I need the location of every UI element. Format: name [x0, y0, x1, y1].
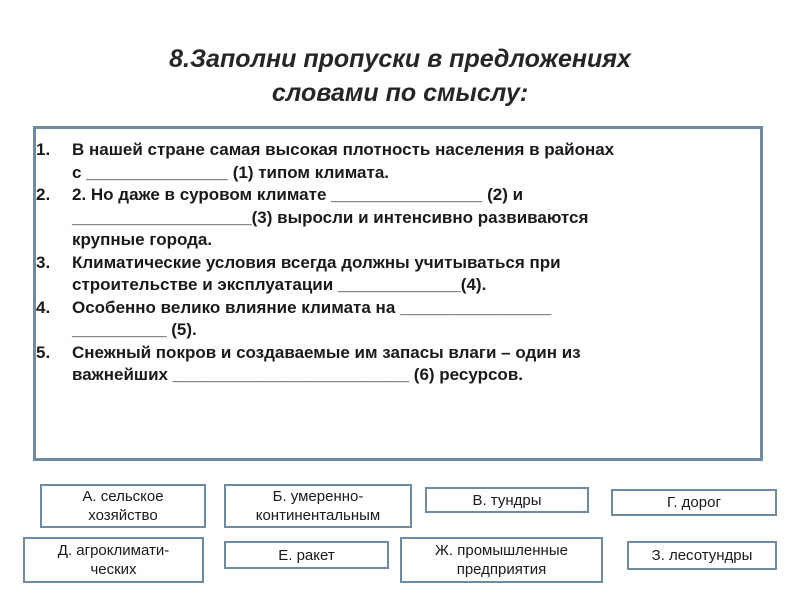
task-line: 2. Но даже в суровом климате ________________ (2) и [72, 185, 524, 204]
answer-text: континентальным [255, 507, 381, 524]
task-line: Особенно велико влияние климата на ________________ [72, 297, 552, 317]
answer-card-v[interactable] [425, 487, 589, 513]
answer-card-a[interactable] [40, 484, 206, 528]
title-line-2: словами по смыслу: [271, 79, 529, 107]
answer-text: Ж. промышленные [435, 542, 568, 559]
answer-text: Д. агроклимати- [57, 542, 170, 559]
task-line: крупные города. [72, 230, 213, 249]
answer-card-zh[interactable] [400, 537, 603, 583]
answer-card-b[interactable] [224, 484, 412, 528]
task-line: ___________________(3) выросли и интенсивно развиваются [72, 207, 589, 227]
task-number: 1. [36, 140, 51, 159]
task-line: Климатические условия всегда должны учитываться при [72, 252, 561, 272]
answer-text: ческих [90, 561, 137, 578]
title-line-1: 8.Заполни пропуски в предложениях [169, 45, 631, 73]
task-line: Снежный покров и создаваемые им запасы влаги – один из [72, 342, 581, 362]
task-line: строительстве и эксплуатации _____________(4). [72, 275, 487, 294]
task-line: __________ (5). [72, 320, 197, 339]
answer-text: А. сельское [82, 488, 164, 505]
task-line: с _______________ (1) типом климата. [72, 162, 389, 182]
answer-text: Г. дорог [667, 494, 721, 511]
task-line: важнейших _________________________ (6) ресурсов. [72, 365, 523, 384]
answer-text: Б. умеренно- [272, 488, 364, 505]
answer-card-z[interactable] [627, 541, 777, 570]
answer-text: предприятия [456, 561, 547, 578]
answer-card-e[interactable] [224, 541, 389, 569]
answer-text: З. лесотундры [651, 547, 753, 564]
answer-card-g[interactable] [611, 489, 777, 516]
answer-card-d[interactable] [23, 537, 204, 583]
task-number: 5. [36, 342, 51, 362]
task-line: В нашей стране самая высокая плотность населения в районах [72, 140, 615, 159]
answer-text: Е. ракет [278, 546, 335, 564]
answer-text: хозяйство [88, 507, 158, 524]
answer-text: В. тундры [472, 491, 542, 509]
task-number: 3. [36, 252, 51, 272]
task-number: 2. [36, 185, 51, 204]
task-number: 4. [36, 297, 51, 317]
